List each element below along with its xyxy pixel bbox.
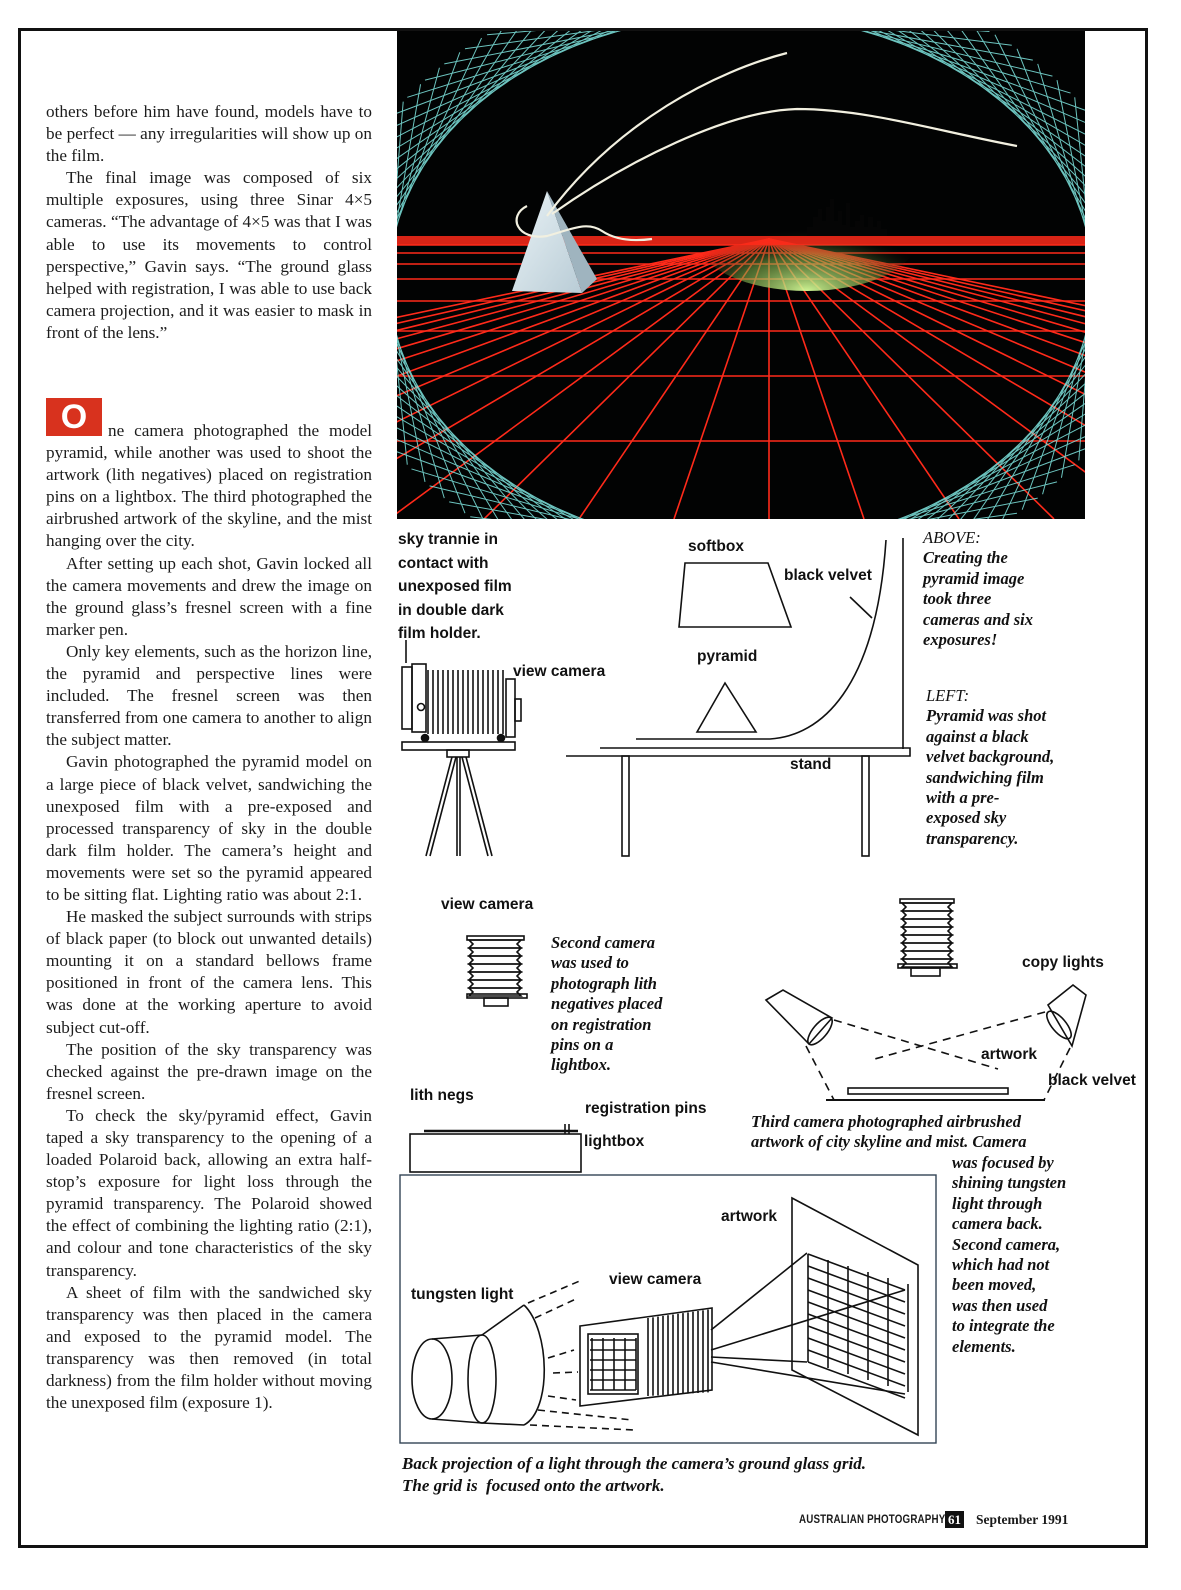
view-camera-drawing: [402, 640, 521, 856]
caption-back-projection: Back projection of a light through the camera’s ground glass grid. The grid is focused onto the artwork.: [402, 1454, 866, 1495]
paragraph: others before him have found, models have to be perfect — any irregularities will show up on the film.: [46, 102, 372, 166]
bellows-fold: [902, 919, 952, 927]
bellows-fold: [902, 903, 952, 911]
copy-light-left: [766, 990, 836, 1049]
bellows-fold: [469, 956, 521, 964]
label-lith-negs: lith negs: [410, 1087, 474, 1104]
paragraph: Only key elements, such as the horizon line, the pyramid and perspective lines were included. The fresnel screen was then transferred from one camera to another to align the subject matter.: [46, 641, 372, 750]
paragraph: After setting up each shot, Gavin locked all the camera movements and drew the image on the ground glass’s fresnel screen with a fine marker pen.: [46, 553, 372, 639]
label-softbox: softbox: [688, 538, 744, 555]
paragraph: He masked the subject surrounds with strips of black paper (to block out unwanted details) mounting it on a standard bellows frame positioned in front of the camera lens. This was done at the working aperture to avoid subject cut-off.: [46, 907, 372, 1037]
label-pyramid: pyramid: [697, 648, 758, 665]
stand-table: [566, 748, 910, 756]
copy-light-right: [1043, 985, 1086, 1046]
page-number: 61: [945, 1511, 964, 1528]
paragraph: To check the sky/pyramid effect, Gavin taped a sky transparency to the opening of a loaded Polaroid back, allowing an extra half-stop’s exposure for light loss through the pyramid transparency. The Polaroid showed the effect of combining the lighting ratio (2:1), and colour and tone characteristics of the sky transparency.: [46, 1105, 372, 1280]
label-view-camera-2: view camera: [441, 896, 534, 913]
label-artwork-3: artwork: [981, 1046, 1037, 1063]
label-sky-trannie: sky trannie in contact with unexposed film in double dark film holder.: [398, 531, 512, 642]
artwork-panel: [792, 1198, 918, 1435]
issue-date: September 1991: [976, 1512, 1069, 1527]
bellows-fold: [469, 980, 521, 988]
label-black-velvet-3: black velvet: [1048, 1072, 1136, 1089]
label-lightbox: lightbox: [584, 1133, 645, 1150]
bellows-fold: [469, 964, 521, 972]
label-view-camera: view camera: [513, 663, 606, 680]
bellows-fold: [902, 951, 952, 959]
caption-second-camera: Second camera was used to photograph lith negatives placed on registration pins on a lightbox.: [551, 933, 663, 1075]
bellows-fold: [469, 948, 521, 956]
pyramid-drawing: [697, 683, 756, 732]
third-view-camera: [898, 899, 957, 976]
caption-above: ABOVE: Creating the pyramid image took three cameras and six exposures!: [923, 528, 1034, 650]
caption-third-camera: Third camera photographed airbrushed artwork of city skyline and mist. Camera: [751, 1112, 1027, 1152]
first-paragraph-text: ne camera photographed the model pyramid, while another was used to shoot the artwork (lith negatives) placed on registration pins on a lightbox. The third photographed the airbrushed artwork of the skyline, and the mist hanging over the city.: [46, 421, 372, 551]
second-view-camera: [467, 936, 527, 1006]
softbox-drawing: [679, 563, 791, 627]
page-footer: [799, 1512, 1069, 1527]
paragraph: A sheet of film with the sandwiched sky transparency was then placed in the camera and exposed to the pyramid model. The transparency was then removed (in total darkness) from the film holder without moving the unexposed film (exposure 1).: [46, 1282, 372, 1413]
bellows-fold: [902, 927, 952, 935]
label-registration-pins: registration pins: [585, 1100, 707, 1117]
bellows-fold: [902, 959, 952, 967]
projected-grid: [808, 1254, 908, 1398]
label-view-camera-4: view camera: [609, 1271, 702, 1288]
bellows-fold: [902, 911, 952, 919]
drop-cap: O: [46, 398, 102, 436]
label-tungsten-light: tungsten light: [411, 1286, 514, 1303]
label-stand: stand: [790, 756, 832, 773]
tungsten-light-drawing: [412, 1305, 544, 1425]
velvet-sweep: [636, 540, 886, 739]
lightbox: [410, 1134, 581, 1172]
caption-left: LEFT: Pyramid was shot against a black velvet background, sandwiching film with a pre- exposed sky transparency.: [926, 686, 1055, 848]
caption-third-camera-continued: was focused by shining tungsten light through camera back. Second camera, which had not been moved, was then used to integrate the elements.: [952, 1153, 1067, 1356]
paragraph: Gavin photographed the pyramid model on a large piece of black velvet, sandwiching the unexposed film with a pre-exposed and processed transparency of sky in the double dark film holder. The camera’s height and movements were set so the pyramid appeared to be sitting flat. Lighting ratio was about 2:1.: [46, 752, 372, 904]
bellows-fold: [902, 943, 952, 951]
label-black-velvet: black velvet: [784, 567, 872, 584]
paragraph: The position of the sky transparency was checked against the pre-drawn image on the fresnel screen.: [46, 1039, 372, 1103]
magazine-name: AUSTRALIAN PHOTOGRAPHY: [799, 1514, 946, 1526]
bellows-fold: [469, 972, 521, 980]
bellows-fold: [469, 940, 521, 948]
label-artwork-4: artwork: [721, 1208, 777, 1225]
bellows-fold: [902, 935, 952, 943]
back-projection-camera: [580, 1308, 712, 1406]
artwork-board: [848, 1088, 1008, 1094]
label-copy-lights: copy lights: [1022, 954, 1104, 971]
paragraph: The final image was composed of six multiple exposures, using three Sinar 4×5 cameras. “The advantage of 4×5 was that I was able to use its movements to control perspective,” Gavin says. “The ground glass helped with registration, I was able to use back camera projection, and it was easier to mask in front of the lens.”: [46, 168, 372, 342]
